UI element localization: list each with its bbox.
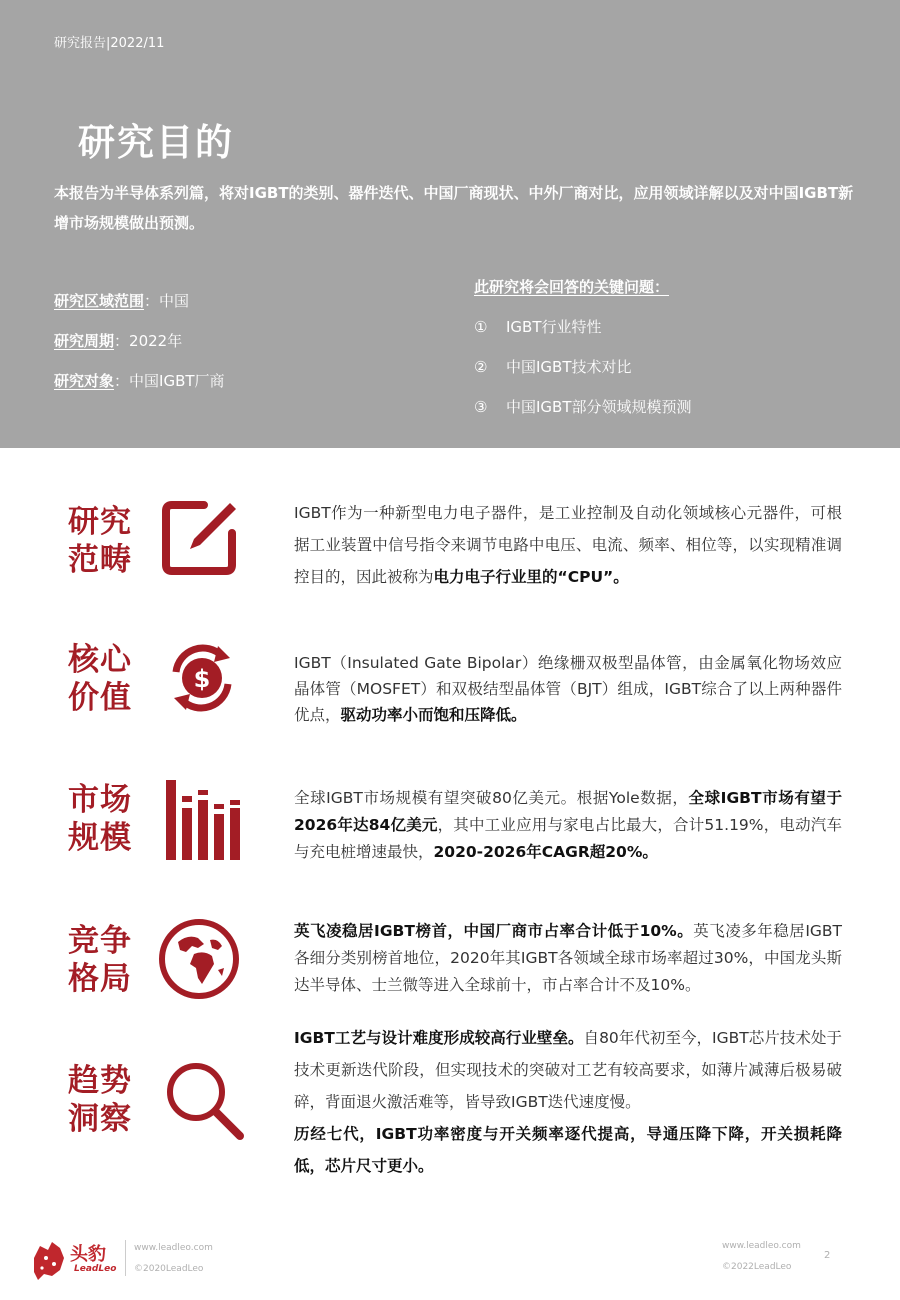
footer-divider <box>125 1240 126 1276</box>
leadleo-logo <box>30 1236 120 1288</box>
section-text-competition: 英飞凌稳居IGBT榜首，中国厂商市占率合计低于10%。英飞凌多年稳居IGBT各细分类别榜首地位，2020年其IGBT各领域全球市场率超过30%，中国龙头斯达半导体、士兰微等进入全球前十，市占率合计不及10%。 <box>294 922 842 994</box>
section-label-competition: 竞争 格局 <box>68 923 132 997</box>
meta-subject: 研究对象：中国IGBT厂商 <box>54 372 225 390</box>
section-label-market: 市场 规模 <box>68 782 132 856</box>
magnifier-icon <box>164 1060 246 1142</box>
bar-chart-icon <box>164 778 242 860</box>
section-label-scope: 研究 范畴 <box>68 504 132 578</box>
edit-square-icon <box>160 497 240 579</box>
hero-banner <box>0 0 900 448</box>
logo-cn: 头豹 <box>70 1244 106 1265</box>
section-label-value: 核心 价值 <box>68 642 132 716</box>
questions-title: 此研究将会回答的关键问题： <box>474 278 670 296</box>
footer-url-left: www.leadleo.com <box>134 1243 213 1253</box>
footer-url-right: www.leadleo.com <box>722 1241 801 1251</box>
section-text-scope: IGBT作为一种新型电力电子器件，是工业控制及自动化领域核心元器件，可根据工业装置中信号指令来调节电路中电压、电流、频率、相位等，以实现精准调控目的，因此被称为电力电子行业里的“CPU”。 <box>294 504 842 586</box>
footer-copyright-right: ©2022LeadLeo <box>722 1262 792 1272</box>
breadcrumb: 研究报告|2022/11 <box>54 36 165 51</box>
report-description: 本报告为半导体系列篇，将对IGBT的类别、器件迭代、中国厂商现状、中外厂商对比，应用领域详解以及对中国IGBT新增市场规模做出预测。 <box>54 184 854 232</box>
footer-copyright-left: ©2020LeadLeo <box>134 1264 204 1274</box>
page-number: 2 <box>824 1250 831 1261</box>
svg-text:$: $ <box>193 665 211 693</box>
section-label-trend: 趋势 洞察 <box>68 1063 132 1137</box>
page-title: 研究目的 <box>78 121 234 164</box>
logo-en: LeadLeo <box>74 1264 117 1274</box>
meta-period: 研究周期：2022年 <box>54 332 183 350</box>
question-item: ① IGBT行业特性 <box>474 318 602 336</box>
section-text-trend: IGBT工艺与设计难度形成较高行业壁垒。自80年代初至今，IGBT芯片技术处于技术更新迭代阶段，但实现技术的突破对工艺有较高要求，如薄片减薄后极易破碎，背面退火激活难等，皆导致IGBT迭代速度慢。 历经七代，IGBT功率密度与开关频率逐代提高，导通压降下降，开关损耗降低，芯片尺寸更小。 <box>294 1029 842 1175</box>
question-item: ③ 中国IGBT部分领域规模预测 <box>474 398 692 416</box>
dollar-cycle-icon <box>162 644 242 712</box>
globe-icon <box>158 918 240 1000</box>
meta-region: 研究区域范围：中国 <box>54 292 190 310</box>
section-text-market: 全球IGBT市场规模有望突破80亿美元。根据Yole数据，全球IGBT市场有望于2026年达84亿美元，其中工业应用与家电占比最大，合计51.19%，电动汽车与充电桩增速最快，2020-2026年CAGR超20%。 <box>294 789 842 861</box>
section-text-value: IGBT（Insulated Gate Bipolar）绝缘栅双极型晶体管，由金属氧化物场效应晶体管（MOSFET）和双极结型晶体管（BJT）组成，IGBT综合了以上两种器件优点，驱动功率小而饱和压降低。 <box>294 654 842 724</box>
question-item: ② 中国IGBT技术对比 <box>474 358 632 376</box>
